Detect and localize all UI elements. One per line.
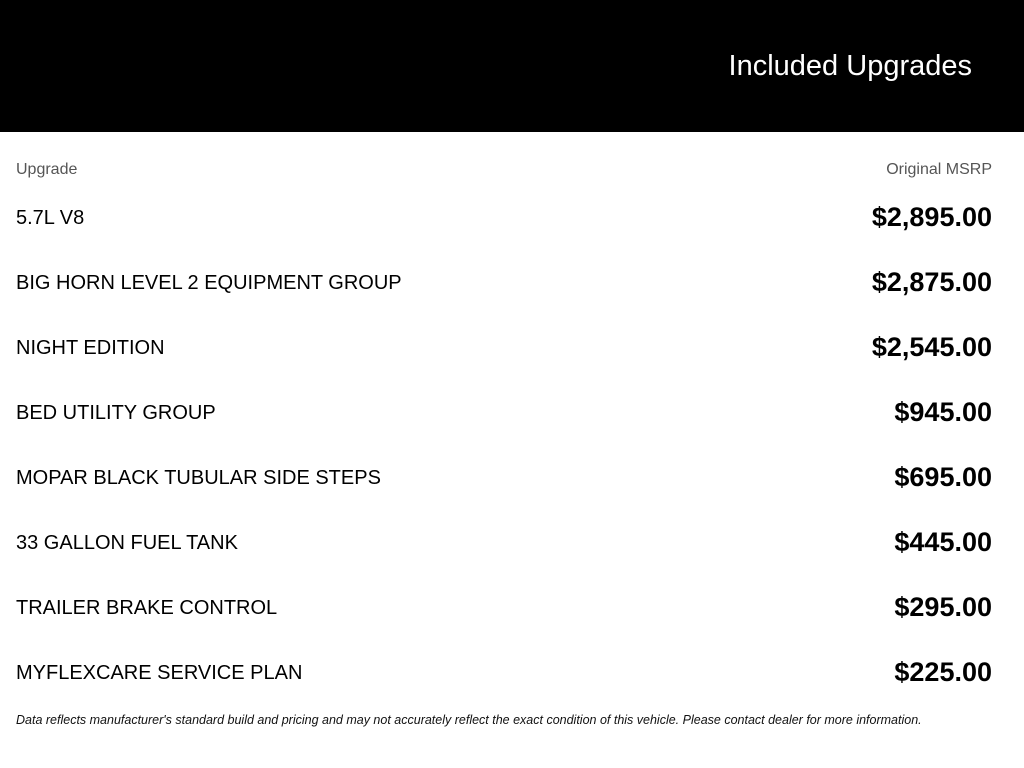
table-row <box>16 185 992 250</box>
upgrade-price: $445.00 <box>894 527 992 557</box>
upgrade-price: $225.00 <box>894 657 992 687</box>
upgrade-price: $295.00 <box>894 592 992 622</box>
upgrade-name: TRAILER BRAKE CONTROL <box>16 597 278 619</box>
header-banner <box>0 0 1024 132</box>
table-row <box>16 315 992 380</box>
table-row <box>16 575 992 640</box>
upgrade-price: $695.00 <box>894 462 992 492</box>
upgrades-list <box>16 185 992 705</box>
table-row <box>16 640 992 705</box>
upgrade-name: NIGHT EDITION <box>16 337 165 359</box>
upgrade-price: $2,545.00 <box>871 332 992 362</box>
column-header-msrp: Original MSRP <box>886 161 992 178</box>
disclaimer-text: Data reflects manufacturer's standard build and pricing and may not accurately reflect the exact condition of this vehicle. Please contact dealer for more information. <box>16 713 922 727</box>
column-header-upgrade: Upgrade <box>16 161 78 178</box>
table-row <box>16 445 992 510</box>
upgrade-name: 33 GALLON FUEL TANK <box>16 532 238 554</box>
upgrade-name: MYFLEXCARE SERVICE PLAN <box>16 662 303 684</box>
page-title: Included Upgrades <box>728 50 972 82</box>
upgrade-name: MOPAR BLACK TUBULAR SIDE STEPS <box>16 467 381 489</box>
table-row <box>16 250 992 315</box>
upgrade-price: $2,875.00 <box>871 267 992 297</box>
upgrade-name: BIG HORN LEVEL 2 EQUIPMENT GROUP <box>16 272 402 294</box>
upgrade-name: 5.7L V8 <box>16 207 85 229</box>
table-row <box>16 510 992 575</box>
table-row <box>16 380 992 445</box>
upgrade-name: BED UTILITY GROUP <box>16 402 216 424</box>
upgrade-price: $945.00 <box>894 397 992 427</box>
upgrade-price: $2,895.00 <box>871 202 992 232</box>
table-header <box>16 160 992 180</box>
